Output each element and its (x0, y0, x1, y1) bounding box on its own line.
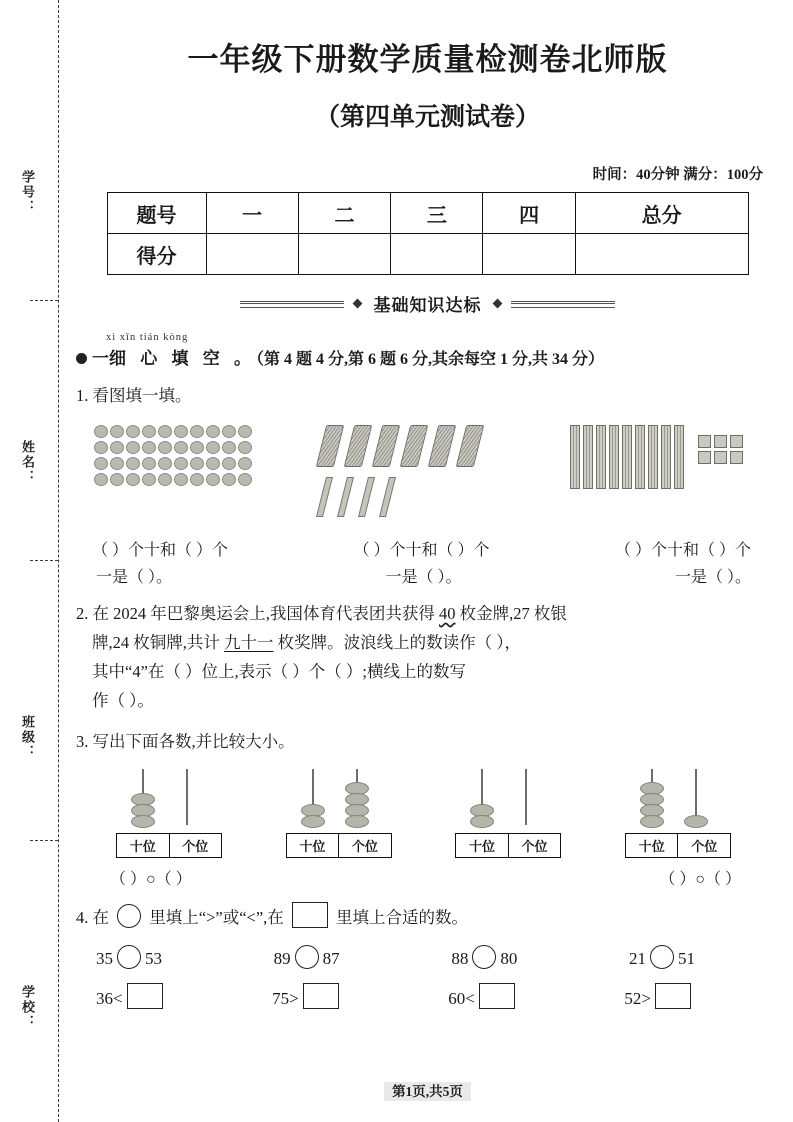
place-label-ones: 个位 (182, 839, 209, 855)
margin-divider (30, 300, 58, 301)
q2-text-c: 牌,24 枚铜牌,共计 (92, 632, 220, 652)
abacus (286, 769, 396, 858)
page-number: 第1页,共5页 (384, 1082, 471, 1101)
place-label-tens: 十位 (456, 834, 509, 857)
q4-text-mid: 里填上“>”或“<”,在 (149, 908, 284, 928)
score-cell-total[interactable] (575, 234, 748, 275)
q4-box-label: 36< (96, 989, 123, 1009)
tall-stick-row (570, 425, 684, 489)
q4-box-item[interactable] (96, 983, 167, 1009)
q1-total-a[interactable]: 一是（ ）。 (96, 568, 173, 586)
margin-label-name: 姓名： (20, 440, 35, 485)
score-table-header-2: 二 (298, 193, 390, 234)
score-table-header-3: 三 (391, 193, 483, 234)
place-label-ones: 个位 (351, 839, 378, 855)
exam-info: 时间：40分钟 满分：100分 (592, 167, 763, 183)
q2-line-4[interactable]: 作（ ）。 (92, 690, 154, 710)
place-label-tens: 十位 (287, 834, 340, 857)
q4-left-number: 21 (628, 949, 646, 969)
q1-blank-a[interactable]: （ ）个十和（ ）个 (92, 541, 229, 559)
abacus-rods (286, 769, 396, 833)
box-icon[interactable] (127, 983, 163, 1009)
q1-total-c[interactable]: 一是（ ）。 (674, 568, 751, 586)
q4-text-post: 里填上合适的数。 (336, 908, 469, 928)
q3-answer-row (110, 866, 741, 889)
q4-circle-item[interactable] (96, 945, 162, 969)
q2-line-2 (92, 629, 765, 658)
small-square-group (698, 435, 743, 464)
q3-compare-left[interactable]: （ ）○（ ） (110, 871, 192, 889)
dot-row (94, 441, 252, 454)
score-cell-1[interactable] (206, 234, 298, 275)
q1-figure (94, 425, 743, 527)
margin-dashed-line (58, 0, 59, 1122)
box-icon (292, 902, 328, 928)
abacus (455, 769, 565, 858)
exam-page (62, 0, 793, 1122)
score-cell-4[interactable] (483, 234, 575, 275)
circle-icon[interactable] (117, 945, 141, 969)
q3-figure (116, 769, 735, 858)
circle-icon (117, 904, 141, 928)
q4-circle-row (96, 945, 695, 969)
q4-right-number: 51 (677, 949, 695, 969)
q4-box-label: 75> (272, 989, 299, 1009)
margin-divider (30, 840, 58, 841)
box-icon[interactable] (479, 983, 515, 1009)
score-table-header-1: 一 (206, 193, 298, 234)
abacus-rods (455, 769, 565, 833)
q4-left-number: 89 (273, 949, 291, 969)
abacus-rods (625, 769, 735, 833)
box-icon[interactable] (303, 983, 339, 1009)
score-table-row-label: 得分 (107, 234, 206, 275)
table-row (107, 234, 748, 275)
q1-stem: 1. 看图填一填。 (76, 386, 192, 405)
place-value-box (116, 833, 222, 858)
dot-row (94, 425, 252, 438)
circle-icon[interactable] (295, 945, 319, 969)
score-table (107, 192, 749, 275)
score-cell-3[interactable] (391, 234, 483, 275)
banner-rule-right (511, 303, 615, 304)
circle-icon[interactable] (472, 945, 496, 969)
figure-stick-bundles (321, 425, 501, 527)
pinyin-annotation: xì xīn tián kòng (106, 332, 189, 343)
q1-blank-b[interactable]: （ ）个十和（ ）个 (353, 541, 490, 559)
dot-row (94, 473, 252, 486)
margin-divider (30, 560, 58, 561)
q1-blank-c[interactable]: （ ）个十和（ ）个 (614, 541, 751, 559)
section-banner-label: 基础知识达标 (373, 296, 482, 315)
q4-box-label: 60< (448, 989, 475, 1009)
q4-box-item[interactable] (272, 983, 343, 1009)
q1-blank-row-1 (92, 537, 751, 560)
q1-blank-row-2 (96, 564, 751, 587)
q4-box-item[interactable] (624, 983, 695, 1009)
abacus-rods (116, 769, 226, 833)
diamond-icon (492, 299, 502, 309)
margin-label-student-id: 学号： (20, 170, 35, 215)
q1-label: 一 (92, 349, 109, 368)
section-banner (62, 291, 793, 316)
q3-compare-right[interactable]: （ ）○（ ） (659, 871, 741, 889)
q4-box-item[interactable] (448, 983, 519, 1009)
q2-text-d[interactable]: 枚奖牌。波浪线上的数读作（ ）， (277, 632, 521, 652)
figure-tall-sticks (570, 425, 743, 527)
place-label-tens: 十位 (117, 834, 170, 857)
diamond-icon (353, 299, 363, 309)
score-table-header-4: 四 (483, 193, 575, 234)
q3-stem: 3. 写出下面各数,并比较大小。 (76, 732, 295, 752)
q4-box-label: 52> (624, 989, 651, 1009)
q2-block (76, 600, 765, 716)
figure-dot-array (94, 425, 252, 527)
page-footer (62, 1080, 793, 1100)
q2-wavy-number: 40 (439, 603, 456, 623)
banner-rule-left (240, 303, 344, 304)
box-icon[interactable] (655, 983, 691, 1009)
circle-icon[interactable] (650, 945, 674, 969)
bullet-icon (76, 353, 87, 364)
margin-label-school: 学校： (20, 985, 35, 1030)
q4-circle-item[interactable] (629, 945, 695, 969)
bundle-row (321, 425, 501, 467)
q2-underlined-number: 九十一 (224, 632, 274, 652)
q4-text-pre: 4. 在 (76, 908, 109, 928)
q4-right-number: 53 (145, 949, 162, 969)
abacus (625, 769, 735, 858)
place-value-box (286, 833, 392, 858)
page-title: 一年级下册数学质量检测卷北师版 (187, 42, 668, 77)
margin-label-class: 班级： (20, 715, 35, 760)
abacus (116, 769, 226, 858)
question-1-heading (76, 344, 765, 369)
q1-scoring: （第 4 题 4 分,第 6 题 6 分,其余每空 1 分,共 34 分） (256, 351, 605, 368)
q2-text-b: 枚金牌,27 枚银 (459, 603, 567, 623)
q2-line-1 (76, 600, 765, 629)
left-margin-strip (0, 0, 62, 1122)
place-value-box (625, 833, 731, 858)
q4-right-number: 80 (500, 949, 518, 969)
page-subtitle: （第四单元测试卷） (314, 104, 540, 131)
q1-title: 细 心 填 空 。 (109, 349, 256, 368)
q1-total-b[interactable]: 一是（ ）。 (385, 568, 462, 586)
q4-box-row (96, 983, 695, 1009)
q2-text-a: 2. 在 2024 年巴黎奥运会上,我国体育代表团共获得 (76, 603, 435, 623)
place-label-tens: 十位 (626, 834, 679, 857)
score-table-header-label: 题号 (107, 193, 206, 234)
place-label-ones: 个位 (521, 839, 548, 855)
q4-left-number: 35 (96, 949, 113, 969)
q4-circle-item[interactable] (274, 945, 340, 969)
q4-left-number: 88 (451, 949, 469, 969)
table-row (107, 193, 748, 234)
place-label-ones: 个位 (691, 839, 718, 855)
score-table-header-total: 总分 (575, 193, 748, 234)
score-cell-2[interactable] (298, 234, 390, 275)
q2-line-3[interactable]: 其中“4”在（ ）位上,表示（ ）个（ ）;横线上的数写 (92, 661, 466, 681)
dot-row (94, 457, 252, 470)
single-stick-row (321, 477, 501, 517)
q4-right-number: 87 (322, 949, 340, 969)
place-value-box (455, 833, 561, 858)
q4-circle-item[interactable] (451, 945, 517, 969)
q4-stem (76, 902, 765, 933)
